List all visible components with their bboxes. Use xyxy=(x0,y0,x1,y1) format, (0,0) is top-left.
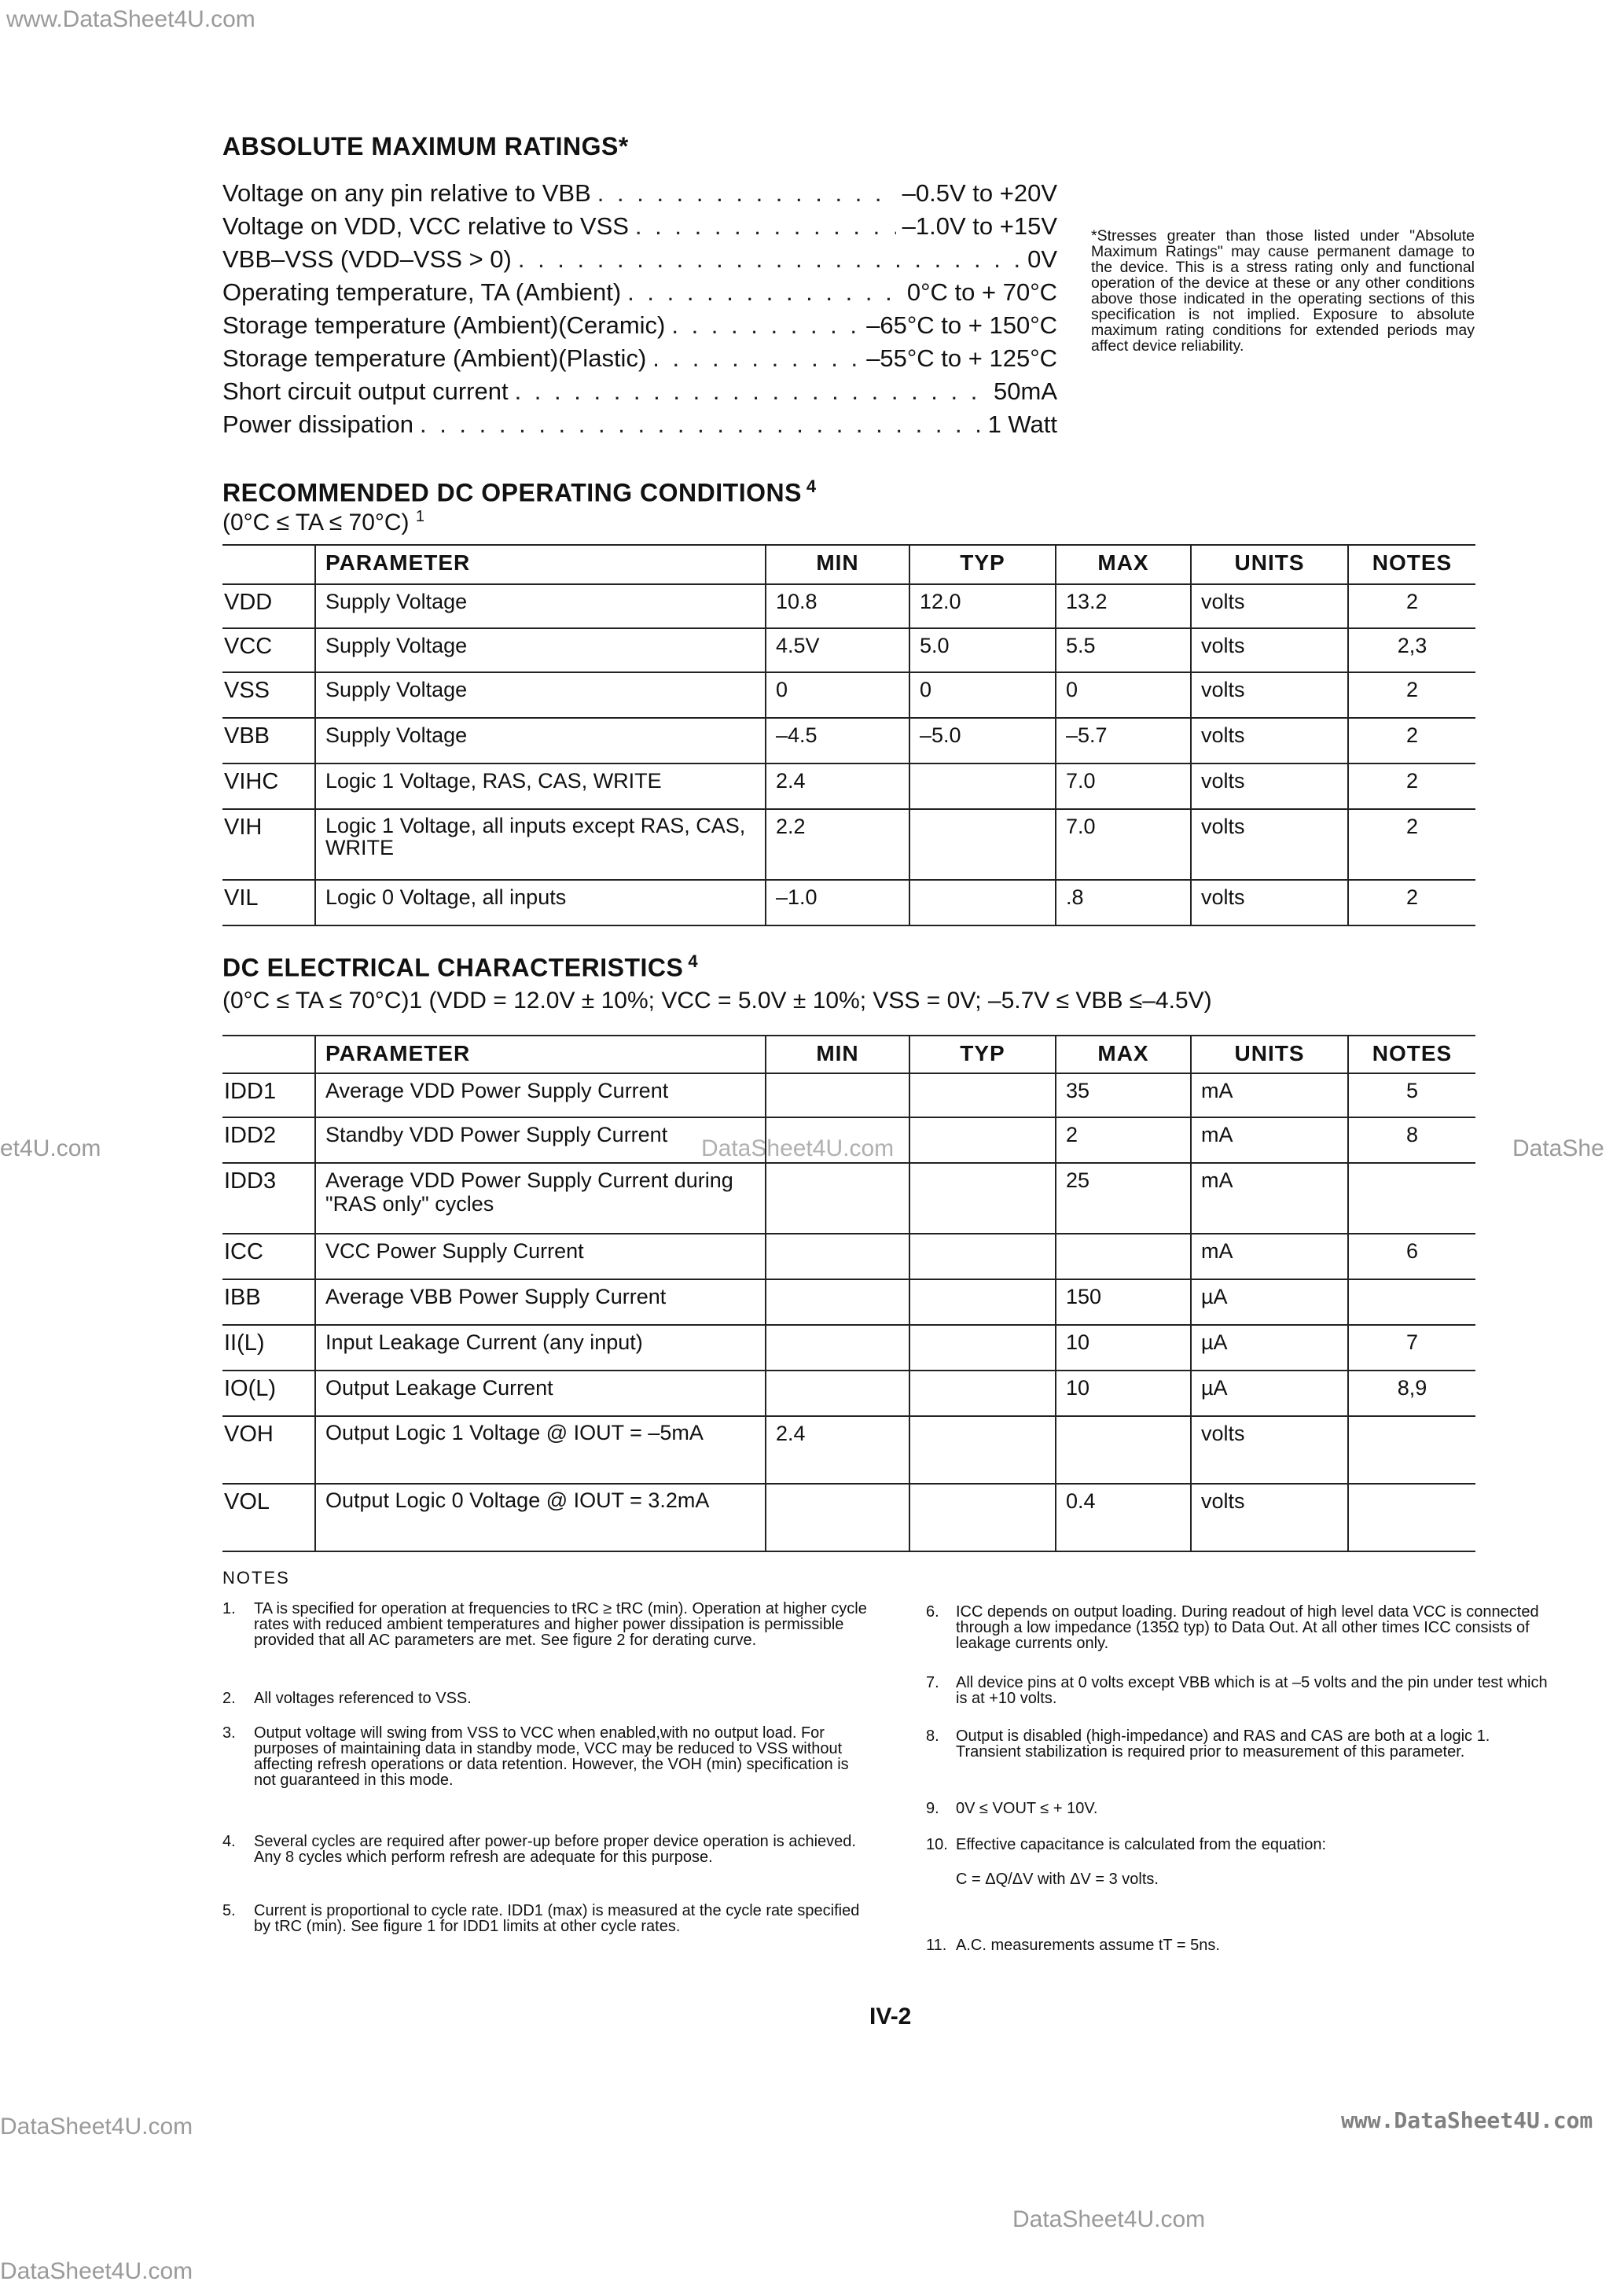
watermark-mid-left: et4U.com xyxy=(0,1135,101,1161)
table-row: II(L) Input Leakage Current (any input) 10 µA 7 xyxy=(222,1325,1475,1371)
watermark-bottom-center: DataSheet4U.com xyxy=(1012,2206,1206,2232)
table-row: VIL Logic 0 Voltage, all inputs –1.0 .8 volts 2 xyxy=(222,880,1475,925)
table-row: VSS Supply Voltage 0 0 0 volts 2 xyxy=(222,672,1475,718)
rec-dc-table xyxy=(222,544,1475,926)
abs-max-row: Voltage on VDD, VCC relative to VSS . . . –1.0V to +15V xyxy=(222,212,1057,245)
table-row: IDD3 Average VDD Power Supply Current during "RAS only" cycles 25 mA xyxy=(222,1163,1475,1234)
table-row: IDD1 Average VDD Power Supply Current 35 mA 5 xyxy=(222,1073,1475,1117)
watermark-mid-center: DataSheet4U.com xyxy=(701,1135,895,1161)
abs-max-row: Short circuit output current . . . 50mA xyxy=(222,377,1057,410)
abs-max-row: Storage temperature (Ambient)(Plastic) . . . –55°C to + 125°C xyxy=(222,344,1057,377)
note-item: 8. Output is disabled (high-impedance) and RAS and CAS are both at a logic 1. Transient stabilization is required prior to measurement of this parameter. xyxy=(926,1728,1490,1761)
rec-dc-title: RECOMMENDED DC OPERATING CONDITIONS $^4$ xyxy=(222,476,817,507)
header-cell: MAX xyxy=(1056,1036,1191,1073)
header-cell: MIN xyxy=(766,545,909,584)
watermark-bottom-left: DataSheet4U.com xyxy=(0,2114,193,2140)
page-number: IV-2 xyxy=(869,2003,912,2029)
note-item: 3. Output voltage will swing from VSS to VCC when enabled,with no output load. For purposes of maintaining data in standby mode, VCC may be reduced to VSS without affecting refresh operations or data retention. However, the VOH (min) specification is not guaranteed in this mode. xyxy=(222,1724,849,1789)
note-item: 9. 0V ≤ VOUT ≤ + 10V. xyxy=(926,1800,1098,1817)
note-item: 1. TA is specified for operation at frequencies to tRC ≥ tRC (min). Operation at higher cycle rates with reduced ambient temperatures and higher power dissipation is permissible provided that all AC parameters are met. See figure 2 for derating curve. xyxy=(222,1600,867,1649)
note-item: 10. Effective capacitance is calculated from the equation: xyxy=(926,1836,1327,1853)
dc-char-condition: (0°C ≤ TA ≤ 70°C)1 (VDD = 12.0V ± 10%; VCC = 5.0V ± 10%; VSS = 0V; –5.7V ≤ VBB ≤–4.5V) xyxy=(222,988,1212,1014)
note-item: 7. All device pins at 0 volts except VBB which is at –5 volts and the pin under test which is at +10 volts. xyxy=(926,1674,1548,1707)
table-row: VIH Logic 1 Voltage, all inputs except RAS, CAS, WRITE 2.2 7.0 volts 2 xyxy=(222,809,1475,880)
abs-max-row: Storage temperature (Ambient)(Ceramic) . . . –65°C to + 150°C xyxy=(222,311,1057,344)
watermark-bottom-right: www.DataSheet4U.com xyxy=(1341,2107,1593,2133)
abs-max-footnote: *Stresses greater than those listed under "Absolute Maximum Ratings" may cause permanent damage to the device. This is a stress rating only and functional operation of the device at these or any other conditions above those indicated in the operating sections of this specification is not implied. Exposure to absolute maximum rating conditions for extended periods may affect device reliability. xyxy=(1091,227,1475,355)
header-cell: NOTES xyxy=(1348,1036,1475,1073)
table-row: IDD2 Standby VDD Power Supply Current 2 mA 8 xyxy=(222,1117,1475,1163)
watermark-top-left: www.DataSheet4U.com xyxy=(6,6,255,32)
table-row: VDD Supply Voltage 10.8 12.0 13.2 volts 2 xyxy=(222,584,1475,628)
table-row: VBB Supply Voltage –4.5 –5.0 –5.7 volts 2 xyxy=(222,718,1475,763)
table-row: VIHC Logic 1 Voltage, RAS, CAS, WRITE 2.4 7.0 volts 2 xyxy=(222,763,1475,809)
header-cell: UNITS xyxy=(1191,545,1348,584)
table-row: IBB Average VBB Power Supply Current 150 µA xyxy=(222,1279,1475,1325)
dc-char-table xyxy=(222,1035,1475,1552)
table-row: IO(L) Output Leakage Current 10 µA 8,9 xyxy=(222,1371,1475,1416)
header-cell: TYP xyxy=(909,545,1056,584)
dc-char-title: DC ELECTRICAL CHARACTERISTICS $^4$ xyxy=(222,951,699,982)
abs-max-row: Voltage on any pin relative to VBB . . . –0.5V to +20V xyxy=(222,179,1057,212)
header-cell: TYP xyxy=(909,1036,1056,1073)
header-cell: PARAMETER xyxy=(315,545,766,584)
table-row: VOL Output Logic 0 Voltage @ IOUT = 3.2mA 0.4 volts xyxy=(222,1484,1475,1551)
header-cell: UNITS xyxy=(1191,1036,1348,1073)
note-item: 11. A.C. measurements assume tT = 5ns. xyxy=(926,1937,1220,1954)
header-cell: MIN xyxy=(766,1036,909,1073)
note-item: C = ΔQ/ΔV with ΔV = 3 volts. xyxy=(956,1871,1159,1888)
notes-title: NOTES xyxy=(222,1568,290,1588)
table-header-row xyxy=(222,1036,1475,1073)
abs-max-row: Operating temperature, TA (Ambient) . . . 0°C to + 70°C xyxy=(222,278,1057,311)
table-header-row xyxy=(222,545,1475,584)
header-cell xyxy=(222,545,315,584)
header-cell xyxy=(222,1036,315,1073)
header-cell: NOTES xyxy=(1348,545,1475,584)
table-row: VCC Supply Voltage 4.5V 5.0 5.5 volts 2,3 xyxy=(222,628,1475,672)
rec-dc-condition: (0°C ≤ TA ≤ 70°C) $^1$ xyxy=(222,508,425,535)
table-row: VOH Output Logic 1 Voltage @ IOUT = –5mA 2.4 volts xyxy=(222,1416,1475,1484)
abs-max-row: Power dissipation . . . 1 Watt xyxy=(222,410,1057,443)
abs-max-row: VBB–VSS (VDD–VSS > 0) . . . 0V xyxy=(222,245,1057,278)
table-row: ICC VCC Power Supply Current mA 6 xyxy=(222,1234,1475,1279)
note-item: 5. Current is proportional to cycle rate. IDD1 (max) is measured at the cycle rate specified by tRC (min). See figure 1 for IDD1 limits at other cycle rates. xyxy=(222,1902,860,1935)
note-item: 6. ICC depends on output loading. During readout of high level data VCC is connected through a low impedance (135Ω typ) to Data Out. At all other times ICC consists of leakage currents only. xyxy=(926,1603,1539,1652)
watermark-mid-right: DataShe xyxy=(1512,1135,1604,1161)
note-item: 2. All voltages referenced to VSS. xyxy=(222,1690,472,1707)
header-cell: MAX xyxy=(1056,545,1191,584)
note-item: 4. Several cycles are required after power-up before proper device operation is achieved. Any 8 cycles which perform refresh are adequate for this purpose. xyxy=(222,1833,856,1866)
header-cell: PARAMETER xyxy=(315,1036,766,1073)
watermark-footer-left: DataSheet4U.com xyxy=(0,2258,193,2284)
abs-max-title: ABSOLUTE MAXIMUM RATINGS* xyxy=(222,132,629,160)
